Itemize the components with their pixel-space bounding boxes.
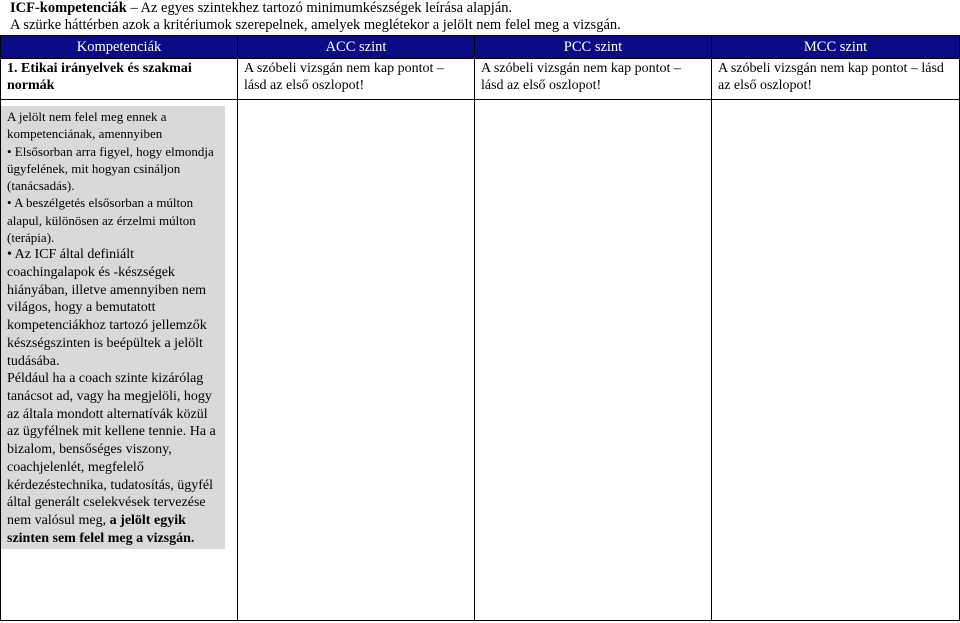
header-row [1,36,960,59]
failure-criteria-box [1,106,225,549]
criteria-row [1,100,960,621]
competency-table [0,35,960,621]
competency-row [1,59,960,100]
page-subtitle: A szürke háttérben azok a kritériumok szerepelnek, amelyek meglétekor a jelölt nem felel meg a vizsgán. [10,17,621,33]
col-header-mcc: MCC szint [712,36,960,59]
criteria-bullet-2: • A beszélgetés elsősorban a múlton alapul, különösen az érzelmi múlton (terápia). [7,195,196,246]
criteria-cell [1,100,238,621]
pcc-note-line1: A szóbeli vizsgán nem kap pontot – [481,61,681,76]
competency-cell [1,59,238,100]
acc-empty-cell [238,100,475,621]
col-header-pcc: PCC szint [475,36,712,59]
mcc-cell [712,59,960,100]
acc-cell [238,59,475,100]
mcc-note-line1: A szóbeli vizsgán nem kap pontot – lásd [718,61,944,76]
competency-title: 1. Etikai irányelvek és szakmai normák [7,61,192,93]
criteria-bullet-1: • Elsősorban arra figyel, hogy elmondja ügyfelének, mit hogyan csináljon (tanácsadás). [7,143,214,194]
page-title: ICF-kompetenciák – Az egyes szintekhez tartozó minimumkészségek leírása alapján. [10,0,513,16]
acc-note-line2: lásd az első oszlopot! [244,78,365,93]
pcc-cell [475,59,712,100]
criteria-conclusion: a jelölt egyik szinten sem felel meg a vizsgán. [7,512,195,546]
col-header-competencies: Kompetenciák [1,36,238,59]
criteria-example: Például ha a coach szinte kizárólag tanácsot ad, vagy ha megjelöli, hogy az általa mondott alternatívák közül az ügyfélnek mit kellene tennie. Ha a bizalom, bensőséges viszony, coachjelenlét, megfelelő kérdezéstechnika, tudatosítás, ügyfél által generált cselekvések tervezése nem valósul meg, a jelölt egyik szinten sem felel meg a vizsgán. [7,371,216,546]
pcc-note-line2: lásd az első oszlopot! [481,78,602,93]
page-header [10,0,621,34]
criteria-intro: A jelölt nem felel meg ennek a kompetenciának, amennyiben [7,109,167,142]
pcc-empty-cell [475,100,712,621]
mcc-note-line2: az első oszlopot! [718,78,813,93]
acc-note-line1: A szóbeli vizsgán nem kap pontot – [244,61,444,76]
col-header-acc: ACC szint [238,36,475,59]
criteria-bullet-3: • Az ICF által definiált coachingalapok és -készségek hiányában, illetve amennyiben nem világos, hogy a bemutatott kompetenciákhoz tartozó jellemzők készségszinten is beépültek a jelölt tudásába. [7,247,207,369]
mcc-empty-cell [712,100,960,621]
